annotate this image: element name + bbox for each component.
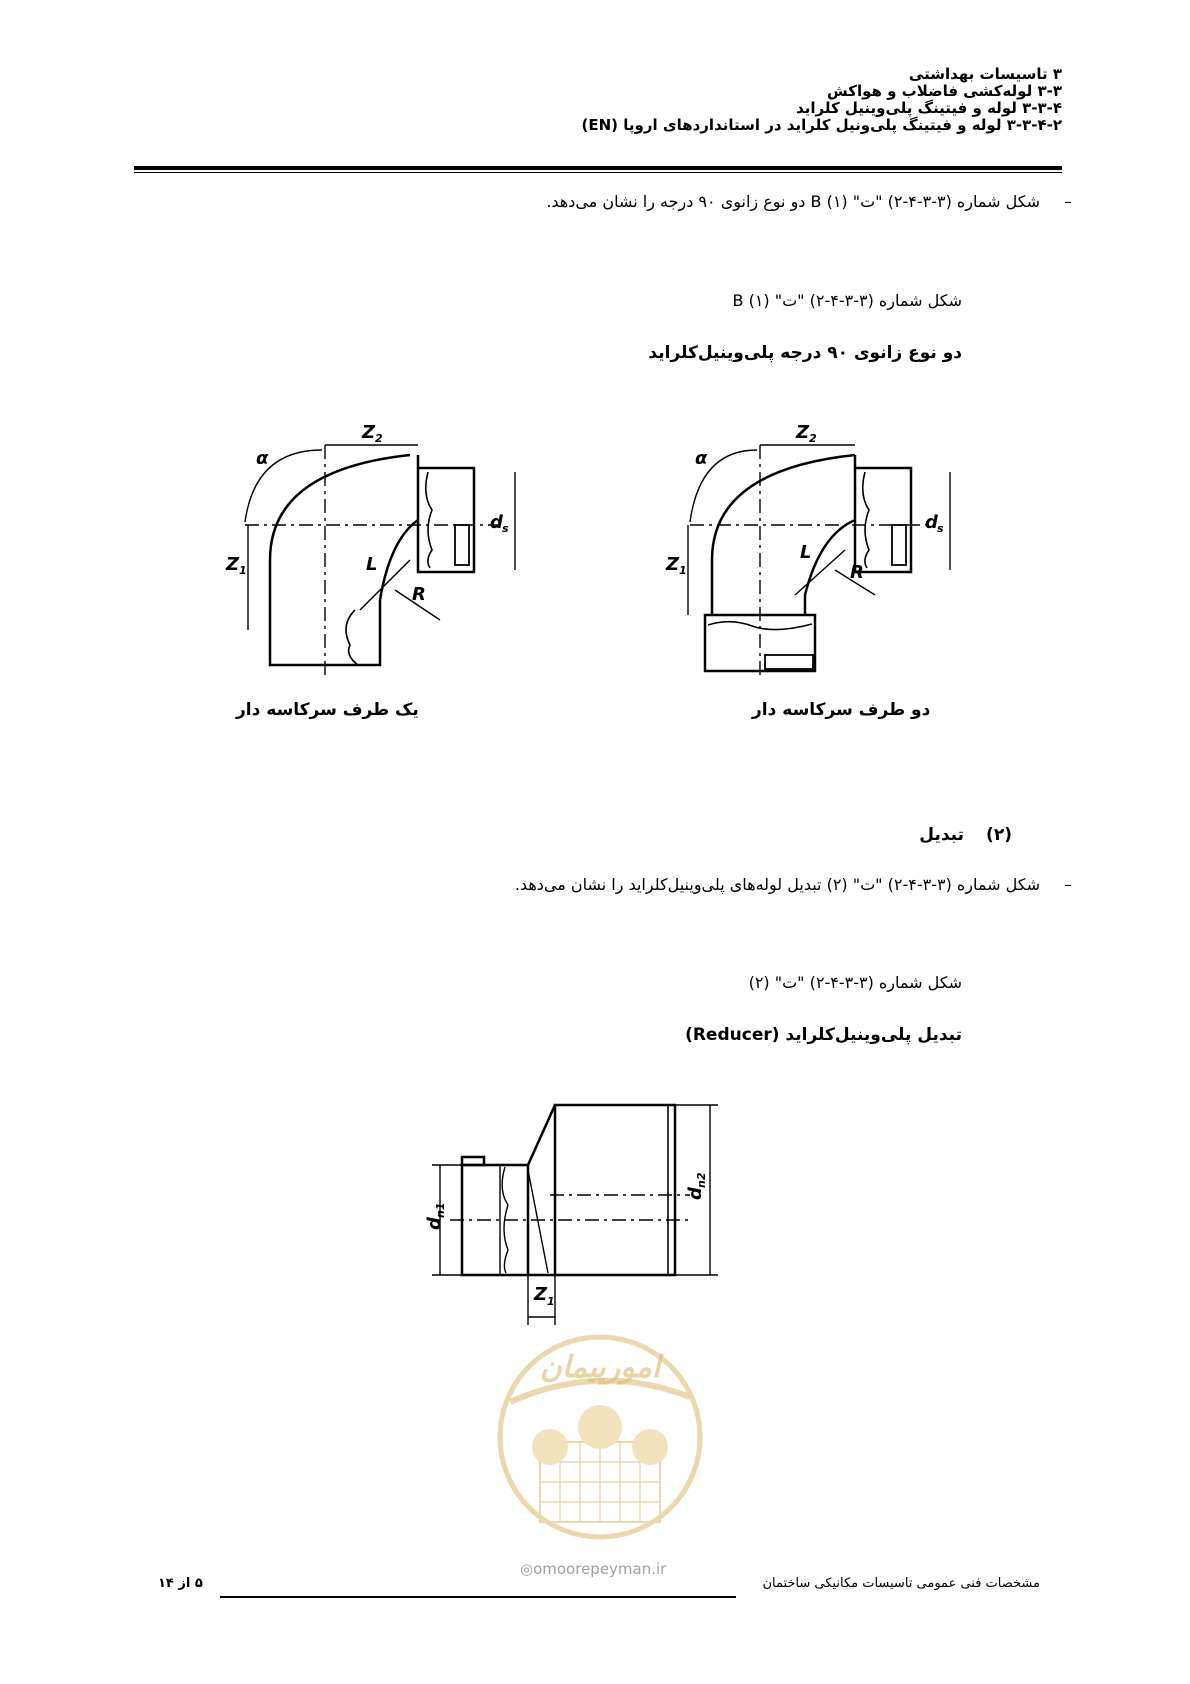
footer-rule [220,1596,736,1598]
dim-dn1-sub: n1 [434,1202,447,1218]
elbow-diagram [0,410,1190,740]
figure-title-reducer: تبدیل پلی‌وینیل‌کلراید (Reducer) [685,1025,962,1045]
watermark-logo [485,1322,715,1552]
header-line-2: ۳-۳ لوله‌کشی فاضلاب و هواکش [827,82,1062,100]
page-number: ۵ از ۱۴ [158,1576,203,1591]
paragraph-elbow: شکل شماره (۳-۳-۴-۲) "ت" (۱) B دو نوع زانوی ۹۰ درجه را نشان می‌دهد. [546,192,1040,211]
dim-R-right: R [850,562,864,583]
dim-z2-left: Z [362,422,376,443]
label-two-sockets: دو طرف سرکاسه دار [752,700,931,720]
dim-ds-right-sub: s [937,522,944,535]
dim-alpha-right: α [695,448,708,469]
dim-alpha-left: α [256,448,269,469]
dim-z2-right-sub: 2 [809,432,817,445]
dim-dn2: d [685,1187,706,1200]
header-rule-thick [134,166,1062,170]
dim-z1-reducer-sub: 1 [547,1295,555,1308]
dim-z2-left-sub: 2 [375,432,383,445]
dim-ds-left: d [490,512,503,533]
paragraph-reducer: شکل شماره (۳-۳-۴-۲) "ت" (۲) تبدیل لوله‌های پلی‌وینیل‌کلراید را نشان می‌دهد. [514,875,1040,894]
dim-z1-reducer: Z [534,1284,548,1305]
dim-z1-right-sub: 1 [679,564,687,577]
dim-ds-right: d [925,512,938,533]
figure-caption-elbow: شکل شماره (۳-۳-۴-۲) "ت" (۱) B [732,291,962,310]
dim-dn1: d [424,1217,445,1230]
figure-title-elbow: دو نوع زانوی ۹۰ درجه پلی‌وینیل‌کلراید [648,343,962,363]
dim-z1-left-sub: 1 [239,564,247,577]
figure-caption-reducer: شکل شماره (۳-۳-۴-۲) "ت" (۲) [748,973,962,992]
dim-L-left: L [366,554,378,575]
elbow-two-sockets [705,455,911,671]
footer-title: مشخصات فنی عمومی تاسیسات مکانیکی ساختمان [762,1576,1040,1591]
bullet-dash-2: – [1064,875,1072,894]
dim-ds-left-sub: s [502,522,509,535]
header-line-1: ۳ تاسیسات بهداشتی [908,65,1062,83]
section-2-number: (۲) [986,825,1012,845]
dim-R-left: R [412,584,426,605]
watermark-site: ◎omoorepeyman.ir [520,1560,667,1578]
header-rule-thin [134,172,1062,173]
dim-dn2-sub: n2 [695,1172,708,1188]
dim-z1-left: Z [226,554,240,575]
dim-z1-right: Z [666,554,680,575]
header-line-3: ۳-۳-۴ لوله و فیتینگ پلی‌وینیل کلراید [796,99,1062,117]
globe-icon: ◎ [520,1560,534,1578]
dim-L-right: L [800,542,812,563]
section-2-title: تبدیل [919,825,964,845]
bullet-dash-1: – [1064,192,1072,211]
header-line-4: ۳-۳-۴-۲ لوله و فیتینگ پلی‌ونیل کلراید در استانداردهای اروپا (EN) [581,116,1062,134]
label-one-socket: یک طرف سرکاسه دار [236,700,419,720]
reducer-diagram [0,1095,1190,1325]
dim-z2-right: Z [796,422,810,443]
watermark-logo-text: امورپیمان [539,1350,661,1385]
header-block [122,66,1062,134]
